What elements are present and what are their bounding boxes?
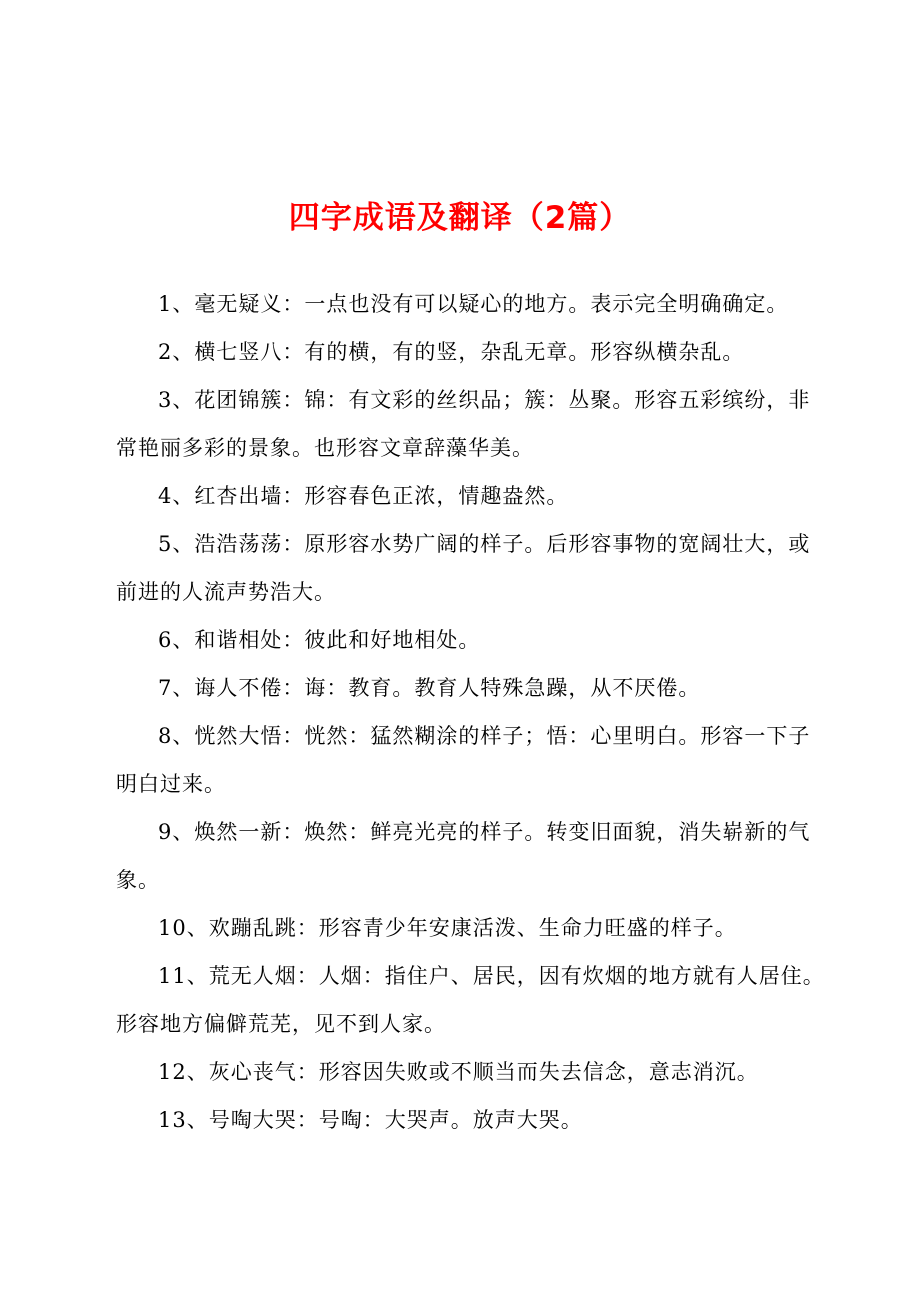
paragraph-12: 12、灰心丧气：形容因失败或不顺当而失去信念，意志消沉。 [158, 1060, 759, 1084]
paragraph-5: 5、浩浩荡荡：原形容水势广阔的样子。后形容事物的宽阔壮大，或前进的人流声势浩大。 [116, 532, 811, 604]
paragraph-11: 11、荒无人烟：人烟：指住户、居民，因有炊烟的地方就有人居住。形容地方偏僻荒芜，见不到人家。 [116, 964, 825, 1036]
paragraph-7: 7、诲人不倦：诲：教育。教育人特殊急躁，从不厌倦。 [158, 676, 701, 700]
paragraph-2: 2、横七竖八：有的横，有的竖，杂乱无章。形容纵横杂乱。 [158, 340, 745, 364]
document-body [116, 280, 832, 1144]
document-title: 四字成语及翻译（2篇） [288, 200, 632, 236]
paragraph-10: 10、欢蹦乱跳：形容青少年安康活泼、生命力旺盛的样子。 [158, 916, 737, 940]
paragraph-4: 4、红杏出墙：形容春色正浓，情趣盎然。 [158, 484, 569, 508]
paragraph-3: 3、花团锦簇：锦：有文彩的丝织品；簇：丛聚。形容五彩缤纷，非常艳丽多彩的景象。也形容文章辞藻华美。 [116, 388, 811, 460]
paragraph-13: 13、号啕大哭：号啕：大哭声。放声大哭。 [158, 1108, 583, 1132]
paragraph-1: 1、毫无疑义：一点也没有可以疑心的地方。表示完全明确确定。 [158, 292, 789, 316]
paragraph-9: 9、焕然一新：焕然：鲜亮光亮的样子。转变旧面貌，消失崭新的气象。 [116, 820, 811, 892]
paragraph-6: 6、和谐相处：彼此和好地相处。 [158, 628, 481, 652]
paragraph-8: 8、恍然大悟：恍然：猛然糊涂的样子；悟：心里明白。形容一下子明白过来。 [116, 724, 811, 796]
